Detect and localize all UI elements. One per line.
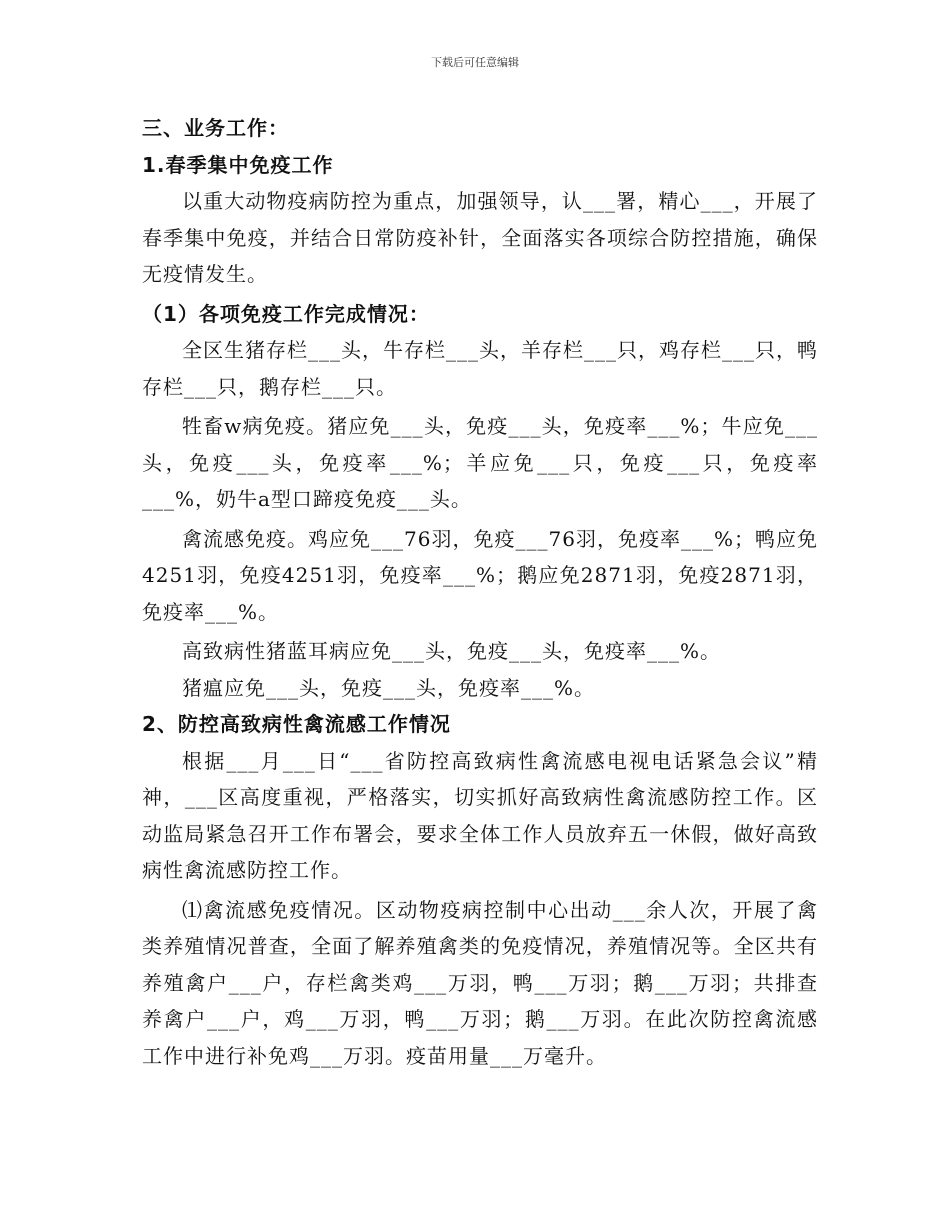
paragraph-avian-flu-status: ⑴禽流感免疫情况。区动物疫病控制中心出动___余人次，开展了禽类养殖情况普查，全面了解养殖禽类的免疫情况，养殖情况等。全区共有养殖禽户___户，存栏禽类鸡___万羽，鸭___万羽；鹅___万羽；共排查养禽户___户，鸡___万羽，鸭___万羽；鹅___万羽。在此次防控禽流感工作中进行补免鸡___万羽。疫苗用量___万毫升。 [142, 897, 818, 1068]
paragraph-spring-immunization: 以重大动物疫病防控为重点，加强领导，认___署，精心___，开展了春季集中免疫，并结合日常防疫补针，全面落实各项综合防控措施，确保无疫情发生。 [142, 189, 818, 286]
section-3-title: 三、业务工作： [142, 116, 289, 140]
subsection-1-title: （1）各项免疫工作完成情况： [142, 301, 430, 326]
section-1-title: 1.春季集中免疫工作 [142, 152, 334, 177]
page-header-note: 下载后可任意编辑 [431, 56, 519, 69]
paragraph-livestock-immunization: 牲畜w病免疫。猪应免___头，免疫___头，免疫率___%；牛应免___头，免疫___头，免疫率___%；羊应免___只，免疫___只，免疫率___%，奶牛a型口蹄疫免疫___头。 [142, 414, 818, 511]
paragraph-avian-flu-control: 根据___月___日“___省防控高致病性禽流感电视电话紧急会议”精神，___区高度重视，严格落实，切实抓好高致病性禽流感防控工作。区动监局紧急召开工作布署会，要求全体工作人员放弃五一休假，做好高致病性禽流感防控工作。 [142, 748, 818, 882]
paragraph-avian-flu-immunization: 禽流感免疫。鸡应免___76羽，免疫___76羽，免疫率___%；鸭应免4251羽，免疫4251羽，免疫率___%；鹅应免2871羽，免疫2871羽，免疫率___%。 [142, 526, 818, 624]
paragraph-blue-ear-disease: 高致病性猪蓝耳病应免___头，免疫___头，免疫率___%。 [182, 639, 722, 663]
paragraph-livestock-stock: 全区生猪存栏___头，牛存栏___头，羊存栏___只，鸡存栏___只，鸭存栏___只，鹅存栏___只。 [142, 338, 818, 399]
document-body [142, 110, 818, 1074]
section-2-title: 2、防控高致病性禽流感工作情况 [142, 712, 451, 736]
paragraph-swine-fever: 猪瘟应免___头，免疫___头，免疫率___%。 [182, 675, 596, 700]
